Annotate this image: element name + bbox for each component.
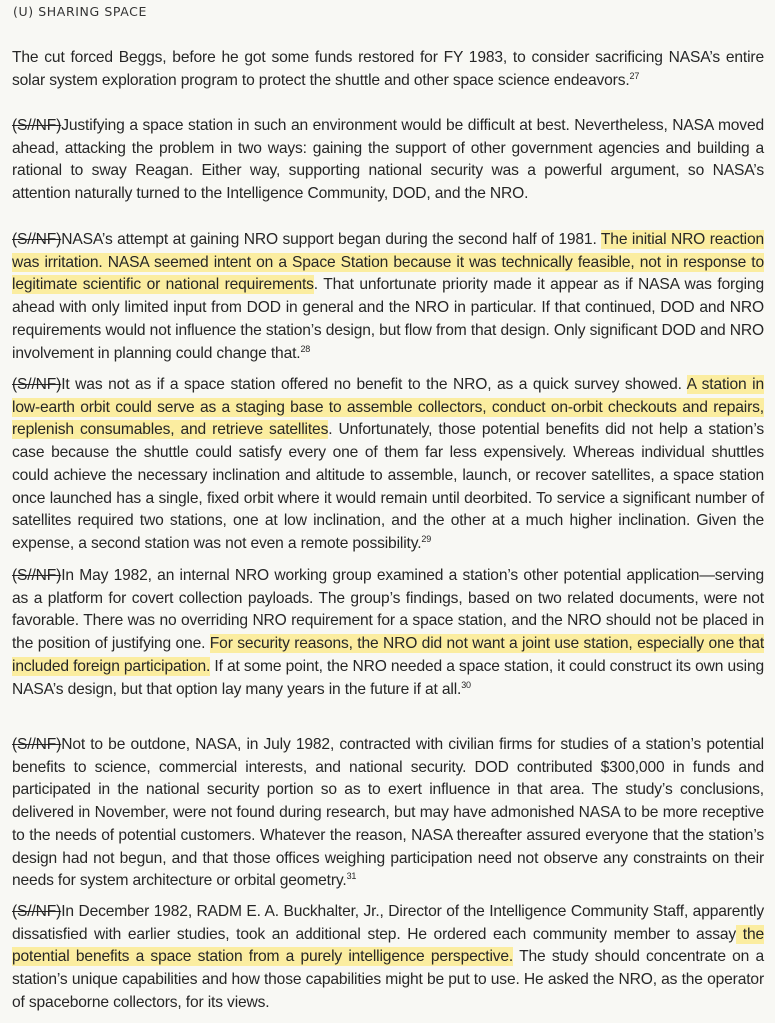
paragraph-text: Not to be outdone, NASA, in July 1982, contracted with civilian firms for studies of a station’s potential benefits to science, commercial interests, and national security. DOD contributed $300,000 in funds and participated in the national security portion so as to exert influence in that area. The study’s conclusions, delivered in November, were not found during research, but may have admonished NASA to be more receptive to the needs of potential customers. Whatever the reason, NASA thereafter assured everyone that the station’s design had not begun, and that those offices weighing participation need not observe any constraints on their needs for system architecture or orbital geometry. (12, 736, 764, 890)
highlighted-text: the potential benefits a space station from a purely intelligence perspective. (12, 925, 764, 966)
paragraph-4 (12, 374, 764, 556)
classification-marking: (S//NF) (12, 231, 62, 248)
classification-marking: (S//NF) (12, 736, 62, 753)
paragraph-text: In May 1982, an internal NRO working group examined a station’s other potential application—serving as a platform for covert collection payloads. The group’s findings, based on two related documents, were not favorable. There was no overriding NRO requirement for a space station, and the NRO should not be placed in the position of justifying one. (12, 567, 764, 653)
paragraph-text: It was not as if a space station offered no benefit to the NRO, as a quick survey showed. (61, 376, 687, 393)
footnote-ref[interactable]: 31 (346, 871, 357, 882)
footnote-ref[interactable]: 27 (629, 70, 640, 81)
classification-marking: (S//NF) (12, 376, 62, 393)
paragraph-text: Justifying a space station in such an environment would be difficult at best. Nevertheless, NASA moved ahead, attacking the problem in two ways: gaining the support of other government agencies and building a rational to sway Reagan. Either way, supporting national security was a powerful argument, so NASA’s attention naturally turned to the Intelligence Community, DOD, and the NRO. (12, 117, 764, 203)
section-header: (U) SHARING SPACE (13, 4, 147, 19)
highlighted-text: The initial NRO reaction was irritation. NASA seemed intent on a Space Station because it was technically feasible, not in response to legitimate scientific or national requirements (12, 231, 765, 294)
paragraph-5 (12, 565, 764, 701)
paragraph-6 (12, 734, 764, 893)
classification-marking: (S//NF) (12, 567, 62, 584)
footnote-ref[interactable]: 29 (421, 533, 432, 544)
paragraph-text: If at some point, the NRO needed a space station, it could construct its own using NASA’s design, but that option lay many years in the future if at all. (12, 657, 765, 698)
paragraph-text: In December 1982, RADM E. A. Buckhalter, Jr., Director of the Intelligence Community Staff, apparently dissatisfied with earlier studies, took an additional step. He ordered each community member to assay (12, 903, 764, 943)
highlighted-text: A station in low-earth orbit could serve as a staging base to assemble collectors, conduct on-orbit checkouts and repairs, replenish consumables, and retrieve satellites (12, 376, 764, 439)
paragraph-text: . Unfortunately, those potential benefits did not help a station’s case because the shuttle could satisfy every one of them far less expensively. Whereas individual shuttles could achieve the necessary inclination and altitude to assemble, launch, or recover satellites, a space station once launched has a single, fixed orbit where it would remain until deorbited. To service a significant number of satellites required two stations, one at low inclination, and the other at a much higher inclination. Given the expense, a second station was not even a remote possibility. (12, 421, 765, 552)
paragraph-text: NASA’s attempt at gaining NRO support began during the second half of 1981. (61, 231, 601, 248)
classification-marking: (S//NF) (12, 903, 62, 920)
footnote-ref[interactable]: 28 (300, 343, 311, 354)
highlighted-text: For security reasons, the NRO did not want a joint use station, especially one that included foreign participation. (12, 635, 765, 675)
paragraph-text: . That unfortunate priority made it appear as if NASA was forging ahead with only limited input from DOD in general and the NRO in particular. If that continued, DOD and NRO requirements would not influence the station’s design, but flow from that design. Only significant DOD and NRO involvement in planning could change that. (12, 276, 764, 362)
classification-marking: (S//NF) (12, 117, 62, 134)
paragraph-3 (12, 229, 764, 365)
paragraph-7 (12, 901, 764, 1015)
paragraph-1 (12, 47, 764, 92)
paragraph-text: The study should concentrate on a station’s unique capabilities and how those capabilities might be put to use. He asked the NRO, as the operator of spaceborne collectors, for its views. (12, 948, 764, 1011)
footnote-ref[interactable]: 30 (461, 679, 471, 690)
paragraph-2 (12, 115, 764, 206)
paragraph-text: The cut forced Beggs, before he got some funds restored for FY 1983, to consider sacrificing NASA’s entire solar system exploration program to protect the shuttle and other space science endeavors. (12, 49, 764, 89)
